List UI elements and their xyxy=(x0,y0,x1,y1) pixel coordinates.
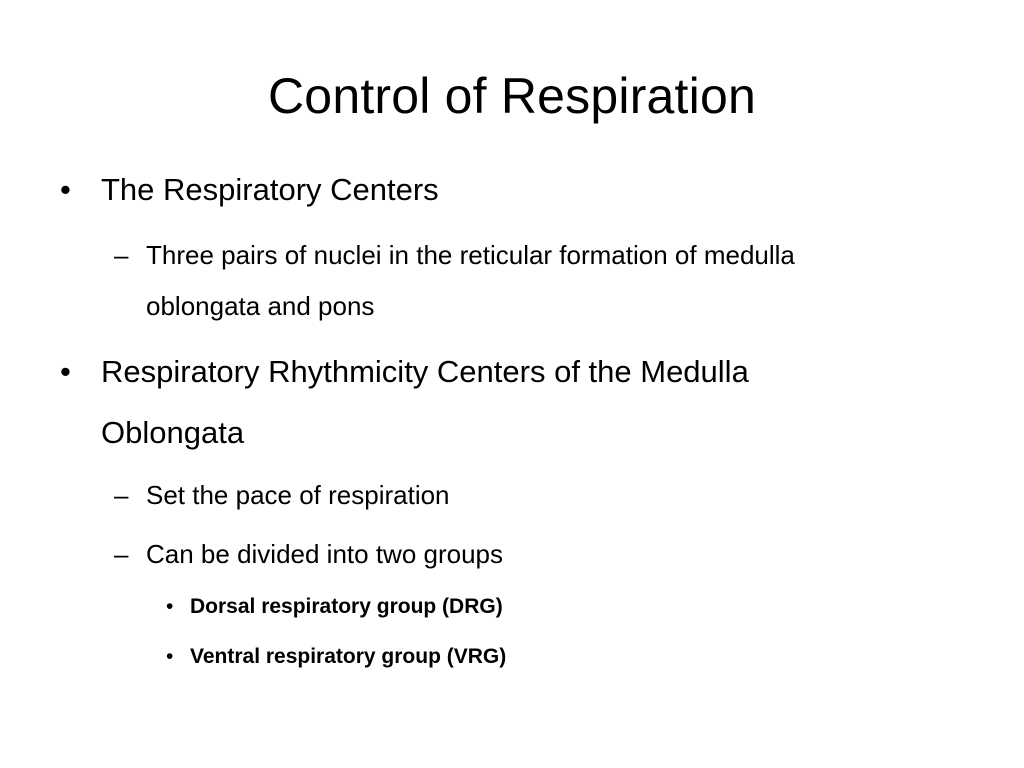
sub-sub-bullet-text: Ventral respiratory group (VRG) xyxy=(190,645,507,668)
sub-bullet-text: Can be divided into two groups xyxy=(146,539,504,569)
slide-title: Control of Respiration xyxy=(268,68,756,124)
dash-marker: – xyxy=(114,480,129,510)
bullet-text: Respiratory Rhythmicity Centers of the Medulla xyxy=(101,354,749,389)
bullet-marker: • xyxy=(60,172,71,207)
bullet-text: The Respiratory Centers xyxy=(101,172,439,207)
sub-bullet-text: Set the pace of respiration xyxy=(146,480,450,510)
bullet-marker: • xyxy=(166,645,174,668)
sub-sub-bullet-text: Dorsal respiratory group (DRG) xyxy=(190,595,503,618)
bullet-marker: • xyxy=(60,354,71,389)
bullet-marker: • xyxy=(166,595,174,618)
dash-marker: – xyxy=(114,240,129,270)
sub-bullet-text: Three pairs of nuclei in the reticular formation of medulla xyxy=(146,240,795,270)
dash-marker: – xyxy=(114,539,129,569)
bullet-text: Oblongata xyxy=(101,415,245,450)
sub-bullet-text: oblongata and pons xyxy=(146,291,375,321)
